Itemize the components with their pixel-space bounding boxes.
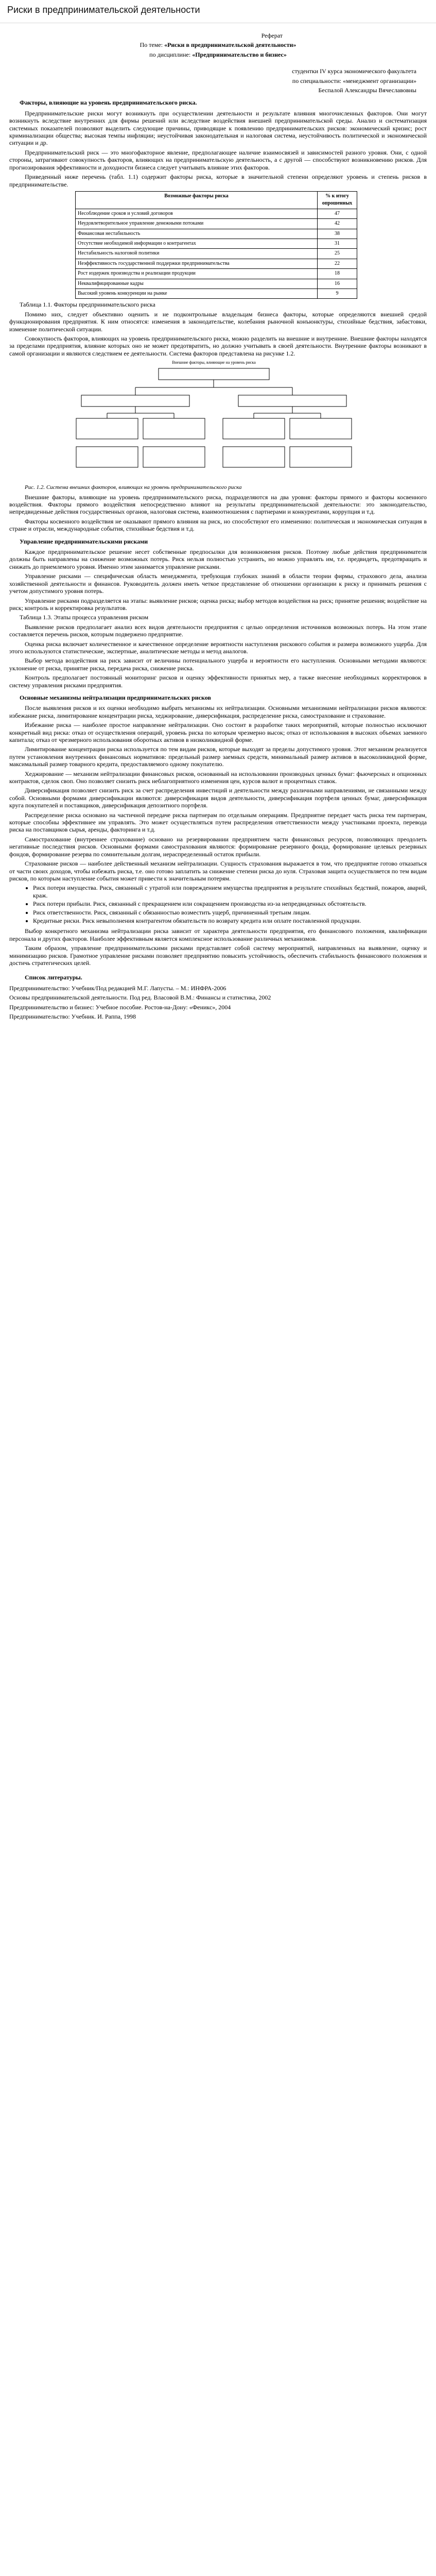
table-cell: 9 (318, 289, 357, 298)
paragraph: Таким образом, управление предпринимательскими рисками представляет собой систему мероприятий, направленных на выявление, оценку и минимизацию рисков. Грамотное управление рисками позволяет предприятию повысить устойчивость, обеспечить стабильность финансового положения и достичь стратегических целей. (9, 944, 427, 967)
table-cell: Нестабильность налоговой политики (76, 249, 318, 259)
table-cell: Несоблюдение сроков и условий договоров (76, 209, 318, 218)
paragraph: Избежание риска — наиболее простое направление нейтрализации. Оно состоит в разработке таких мероприятий, которые полностью исключают конкретный вид риска: отказ от осуществления операций, уровень риска по которым чрезмерно высок; отказ от использования в высоких объемах заемного капитала; отказ от чрезмерного использования оборотных активов в низколиквидной форме. (9, 721, 427, 743)
reference-item: Предпринимательство: Учебник. И. Раппа, 1998 (9, 1013, 136, 1020)
table-cell: Высокий уровень конкуренции на рынке (76, 289, 318, 298)
table-cell: 22 (318, 259, 357, 268)
factors-figure (71, 359, 357, 481)
table-cell: 18 (318, 269, 357, 279)
reference-item: Основы предпринимательской деятельности. Под ред. Власовой В.М.: Финансы и статистика, 2002 (9, 994, 271, 1002)
paragraph: Контроль предполагает постоянный мониторинг рисков и оценку эффективности принятых мер, а также внесение необходимых корректировок в систему управления рисками предприятия. (9, 674, 427, 689)
table-cell: Неудовлетворительное управление денежными потоками (76, 219, 318, 229)
table-caption: Таблица 1.1. Факторы предпринимательского риска (20, 301, 155, 309)
paragraph: Каждое предпринимательское решение несет собственные предпосылки для возникновения рисков. Поэтому любые действия предпринимателя должны быть направлены на снижение возможных потерь. Риск нельзя полностью устранить, но можно управлять им, т.е. предвидеть, предотвращать и снижать до приемлемого уровня. Именно этим занимается управление рисками. (9, 548, 427, 570)
diagram-box (143, 447, 205, 467)
section-heading: Факторы, влияющие на уровень предпринимательского риска. (20, 99, 197, 107)
table-cell: 31 (318, 239, 357, 248)
diagram-box (290, 418, 352, 439)
paragraph: Самострахование (внутреннее страхование) основано на резервировании предприятием части финансовых ресурсов, позволяющих преодолеть негативные последствия рисков. Основными формами самострахования являются: формирование резервного фонда, формирование целевых резервных фондов, формирование резерва по сомнительным долгам, нераспределенный остаток прибыли. (9, 835, 427, 858)
table-row (76, 259, 357, 268)
paragraph: Управление рисками подразделяется на этапы: выявление рисков; оценка риска; выбор методов воздействия на риск; принятие решения; воздействие на риск; контроль и корректировка результатов. (9, 597, 427, 612)
topic: «Риски в предпринимательской деятельности» (164, 41, 297, 49)
table-cell: 16 (318, 279, 357, 289)
table-row (76, 229, 357, 239)
paragraph: Помимо них, следует объективно оценить и не подконтрольные владельцам бизнеса факторы, которые определяются внешней средой функционирования предприятия. К ним относятся: изменения в законодательстве, колебания рыночной конъюнктуры, стихийные бедствия, забастовки, изменение политической ситуации. (9, 310, 427, 333)
doc-kind: Реферат (261, 32, 283, 39)
title-bar (0, 0, 436, 23)
paragraph: Диверсификация позволяет снизить риск за счет распределения инвестиций и деятельности между различными направлениями, не связанными между собой. Основными формами диверсификации являются: диверсификация видов деятельности, диверсификация портфеля ценных бумаг, диверсификация круга покупателей и поставщиков, диверсификация депозитного портфеля. (9, 787, 427, 809)
diagram-box (81, 395, 189, 406)
table-row (76, 249, 357, 259)
risk-factors-table (75, 191, 357, 299)
reference-item: Предпринимательство и бизнес: Учебное пособие. Ростов-на-Дону: «Феникс», 2004 (9, 1003, 231, 1011)
table-cell: Финансовая нестабильность (76, 229, 318, 239)
table-row (76, 219, 357, 229)
table-cell: Неэффективность государственной поддержки предпринимательства (76, 259, 318, 268)
diagram-box (223, 447, 285, 467)
references-heading: Список литературы. (25, 974, 82, 981)
reference-item: Предпринимательство: Учебник/Под редакцией М.Г. Лапусты. – М.: ИНФРА-2006 (9, 984, 226, 992)
topic-prefix: По теме: (139, 41, 163, 49)
diagram-box (159, 368, 269, 380)
paragraph: Лимитирование концентрации риска используется по тем видам рисков, которые выходят за пределы допустимого уровня. Этот механизм реализуется путем установления внутренних финансовых нормативов: предельный размер заемных средств, минимальный размер активов в высоколиквидной форме, максимальный размер товарного кредита, предоставляемого одному покупателю. (9, 745, 427, 768)
discipline: «Предпринимательство и бизнес» (192, 50, 287, 58)
section-heading: Управление предпринимательскими рисками (20, 537, 148, 545)
diagram-box (290, 447, 352, 467)
paragraph: Выявление рисков предполагает анализ всех видов деятельности предприятия с целью определения источников возможных потерь. На этом этапе составляется перечень рисков, которым подвержено предприятие. (9, 623, 427, 638)
paragraph: После выявления рисков и их оценки необходимо выбрать механизмы их нейтрализации. Основными механизмами нейтрализации рисков являются: избежание риска, лимитирование концентрации риска, хеджирование, диверсификация, распределение риска, самострахование и страхование. (9, 704, 427, 719)
table-cell: 47 (318, 209, 357, 218)
paragraph: Предпринимательский риск — это многофакторное явление, предполагающее наличие взаимосвязей и зависимостей разного уровня. Они, с одной стороны, затрагивают совокупность факторов, влияющих на предпринимательскую деятельность, а с другой — способствуют возникновению рисков. Для прогнозирования эффективности и доходности бизнеса следует учитывать влияние этих факторов. (9, 148, 427, 171)
diagram-box (238, 395, 346, 406)
table-cell: Рост издержек производства и реализации продукции (76, 269, 318, 279)
paragraph: Совокупность факторов, влияющих на уровень предпринимательского риска, можно разделить на внешние и внутренние. Внешние факторы находятся за пределами предприятия, влияние которых оно не может предотвратить, но должно учитывать в своей деятельности. Внутренние факторы возникают в самой организации и являются следствием ее деятельности. Система факторов представлена на рисунке 1.2. (9, 335, 427, 357)
table-row (76, 239, 357, 248)
discipline-line (9, 51, 427, 58)
author-name: Беспалой Александры Вячеславовны (318, 87, 416, 94)
window-title: Риски в предпринимательской деятельности (7, 5, 200, 15)
paragraph: Внешние факторы, влияющие на уровень предпринимательского риска, подразделяются на два уровня: факторы прямого и факторы косвенного воздействия. Факторы прямого воздействия непосредственно влияют на результаты предпринимательской деятельности: это законодательство, непредвиденные действия государственных органов, налоговая система, взаимоотношения с партнерами и конкурентами, коррупция и т.д. (9, 493, 427, 516)
table-row (76, 289, 357, 298)
paragraph: Страхование рисков — наиболее действенный механизм нейтрализации. Сущность страхования выражается в том, что предприятие готово отказаться от части своих доходов, чтобы избежать риска, т.е. оно готово заплатить за снижение степени риска до нуля. Страховая защита осуществляется по тем видам рисков, по которым наступление события может привести к значительным потерям. (9, 860, 427, 882)
table-header: % к итогу опрошенных (318, 191, 357, 209)
figure-title: Внешние факторы, влияющие на уровень риска (172, 360, 256, 365)
list-item: • Кредитные риски. Риск невыполнения контрагентом обязательств по возврату кредита или оплате поставленной продукции. (33, 917, 427, 924)
table-cell: 25 (318, 249, 357, 259)
risk-types-list (25, 884, 427, 924)
paragraph: Оценка риска включает количественное и качественное определение вероятности наступления рискового события и размера возможного ущерба. Для этого используются статистические, экспертные, аналитические методы и метод аналогов. (9, 640, 427, 655)
paragraph: Хеджирование — механизм нейтрализации финансовых рисков, основанный на использовании производных ценных бумаг: фьючерсных и опционных контрактов, сделок своп. Оно позволяет снизить риск неблагоприятного изменения цен, курсов валют и процентных ставок. (9, 770, 427, 785)
diagram-box (76, 447, 138, 467)
table-row (76, 209, 357, 218)
figure-caption: Рис. 1.2. Система внешних факторов, влияющих на уровень предпринимательского риска (25, 484, 242, 491)
table-header: Возможные факторы риска (76, 191, 318, 209)
diagram-box (223, 418, 285, 439)
diagram-box (76, 418, 138, 439)
specialty-line: по специальности: «менеджмент организации» (292, 77, 416, 84)
table-cell: Отсутствие необходимой информации о контрагентах (76, 239, 318, 248)
paragraph: Выбор конкретного механизма нейтрализации риска зависит от характера деятельности предприятия, его финансового положения, квалификации персонала и других факторов. Наиболее эффективным является комплексное использование различных механизмов. (9, 927, 427, 942)
diagram-box (143, 418, 205, 439)
paragraph: Выбор метода воздействия на риск зависит от величины потенциального ущерба и вероятности его наступления. Основными методами являются: уклонение от риска, принятие риска, передача риска, снижение риска. (9, 657, 427, 672)
table-caption: Таблица 1.3. Этапы процесса управления риском (20, 614, 149, 621)
paragraph: Предпринимательские риски могут возникнуть при осуществлении деятельности и результате влияния многочисленных факторов. Они могут возникнуть вследствие внутренних для фирмы решений или вследствие воздействия внешней предпринимательской среды. Анализ и систематизация системных показателей позволяют выделить следующие причины, приводящие к появлению предпринимательских рисков: экономический кризис; рост криминализации общества; высокая темпы инфляции; неустойчивая законодательная и налоговая система, неустойчивость политической и экономической ситуации и др. (9, 109, 427, 147)
list-item: • Риск ответственности. Риск, связанный с обязанностью возместить ущерб, причиненный третьим лицам. (33, 909, 427, 916)
factors-diagram (71, 359, 357, 481)
cover-block (9, 32, 427, 94)
student-line: студентки IV курса экономического факультета (292, 67, 416, 75)
table-cell: 38 (318, 229, 357, 239)
paragraph: Факторы косвенного воздействия не оказывают прямого влияния на риск, но способствуют его изменению: политическая и экономическая ситуация в стране и отрасли, международные события, стихийные бедствия и т.д. (9, 517, 427, 533)
document-body (9, 27, 427, 2576)
discipline-prefix: по дисциплине: (149, 50, 191, 58)
section-heading: Основные механизмы нейтрализации предпринимательских рисков (20, 693, 211, 701)
paragraph: Управление рисками — специфическая область менеджмента, требующая глубоких знаний в области теории фирмы, страхового дела, анализа хозяйственной деятельности и финансов. Руководитель должен иметь четкое представление об отношении организации к риску и принимать решения с учетом допустимого уровня потерь. (9, 572, 427, 595)
table-cell: 42 (318, 219, 357, 229)
table-row (76, 269, 357, 279)
topic-line (9, 41, 427, 48)
table-cell: Неквалифицированные кадры (76, 279, 318, 289)
paragraph: Распределение риска основано на частичной передаче риска партнерам по отдельным операциям. Предприятие передает часть риска тем партнерам, которые способны эффективнее им управлять. Это может осуществляться путем распределения ответственности между участниками проекта, перевода риска на поставщиков сырья, аренды, факторинга и т.д. (9, 811, 427, 834)
paragraph: Приведенный ниже перечень (табл. 1.1) содержит факторы риска, которые в значительной степени определяют уровень и степень рисков в предпринимательстве. (9, 173, 427, 188)
table-row (76, 279, 357, 289)
list-item: • Риск потери имущества. Риск, связанный с утратой или повреждением имущества предприятия в результате стихийных бедствий, пожаров, аварий, краж. (33, 884, 427, 899)
list-item: • Риск потери прибыли. Риск, связанный с прекращением или сокращением производства из-за непредвиденных обстоятельств. (33, 900, 427, 907)
references (9, 974, 427, 1020)
